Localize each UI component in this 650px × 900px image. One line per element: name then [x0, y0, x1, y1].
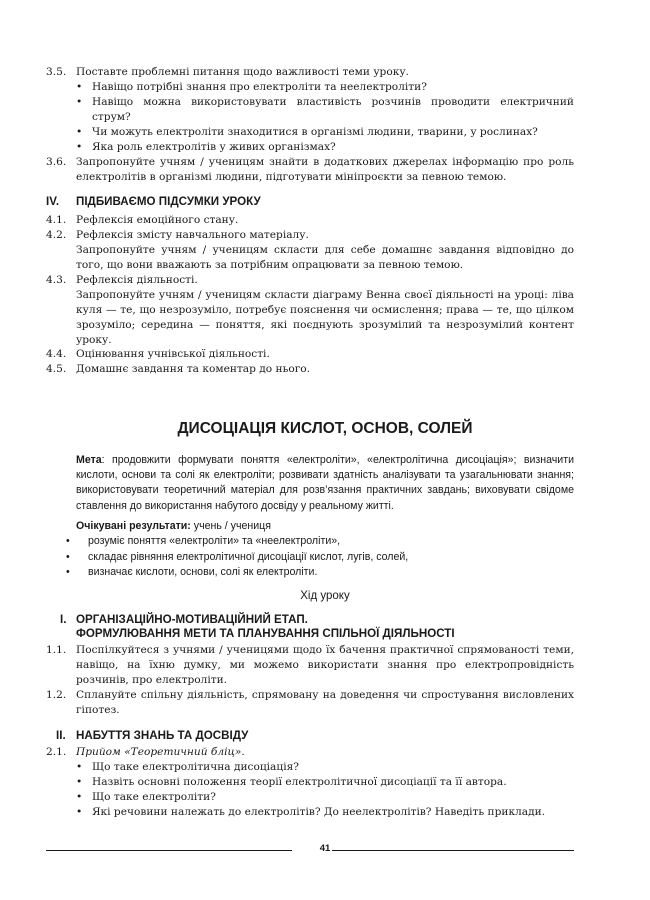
item-subtext: Запропонуйте учням / ученицям скласти діаграму Венна своєї діяльності на уроці: ліва куля — те, що незрозуміло, потребує пояснення чи осмислення; права — те, що цілком зрозуміло; середина — поняття, які поєднують зрозумілий та незрозумілий контент уроку. [76, 289, 574, 346]
expected-item: • визначає кислоти, основи, солі як електроліти. [76, 565, 574, 580]
item-number: 4.3. [46, 274, 67, 286]
bullet-text: Навіщо потрібні знання про електроліти та неелектроліти? [92, 81, 427, 93]
bullet-text: Яка роль електролітів у живих організмах? [92, 141, 336, 153]
heading-title: НАБУТТЯ ЗНАНЬ ТА ДОСВІДУ [76, 729, 249, 742]
item-1-2 [46, 688, 574, 718]
footer-rule-right [332, 850, 574, 851]
bullet-item [46, 95, 574, 125]
heading-number: II. [56, 729, 66, 742]
lesson-course-heading: Хід уроку [300, 590, 350, 602]
bullet-text: Навіщо можна використовувати властивість розчинів проводити електричний струм? [92, 96, 574, 123]
item-4-2 [46, 228, 574, 273]
item-text: Прийом «Теоретичний бліц». [76, 746, 245, 758]
item-number: 1.1. [46, 644, 67, 656]
heading-number: I. [60, 613, 67, 626]
expected-label: Очікувані результати: [76, 520, 191, 532]
bullet-text: Що таке електроліти? [92, 791, 216, 803]
item-number: 3.5. [46, 66, 67, 78]
bullet-text: Що таке електролітична дисоціація? [92, 761, 299, 773]
bullet-item [46, 790, 574, 805]
heading-title-line2: ФОРМУЛЮВАННЯ МЕТИ ТА ПЛАНУВАННЯ СПІЛЬНОЇ ДІЯЛЬНОСТІ [76, 627, 455, 640]
bullet-item [46, 125, 574, 140]
item-number: 4.5. [46, 363, 67, 375]
expected-results [76, 519, 574, 581]
bullet-item [46, 805, 574, 820]
item-text: Домашнє завдання та коментар до нього. [76, 363, 311, 375]
item-text: Оцінювання учнівської діяльності. [76, 348, 270, 360]
item-number: 2.1. [46, 746, 67, 758]
section-heading-4 [46, 195, 574, 209]
bullet-item [46, 760, 574, 775]
item-3-6 [46, 155, 574, 185]
item-number: 4.4. [46, 348, 67, 360]
expected-item: • складає рівняння електролітичної дисоціації кислот, лугів, солей, [76, 550, 574, 565]
item-4-4 [46, 347, 574, 362]
bullet-text: Чи можуть електроліти знаходитися в організмі людини, тварини, у рослинах? [92, 126, 538, 138]
item-4-1 [46, 213, 574, 228]
item-text: Поставте проблемні питання щодо важливості теми уроку. [76, 66, 409, 78]
heading-title-line1: ОРГАНІЗАЦІЙНО-МОТИВАЦІЙНИЙ ЕТАП. [76, 613, 308, 626]
item-text: Рефлексія змісту навчального матеріалу. [76, 229, 309, 241]
bullet-item [46, 775, 574, 790]
item-text: Поспілкуйтеся з учнями / ученицями щодо їх бачення практичної спрямованості теми, навіщо, на їхню думку, ми можемо використати знання про електропровідність розчинів, про електроліти. [76, 644, 574, 686]
page-number: 41 [319, 843, 331, 854]
section-heading-2 [46, 729, 574, 743]
item-text: Рефлексія діяльності. [76, 274, 198, 286]
bullet-item [46, 80, 574, 95]
item-text: Рефлексія емоційного стану. [76, 214, 239, 226]
bullet-text: Назвіть основні положення теорії електролітичної дисоціації та її автора. [92, 776, 507, 788]
goal-text: : продовжити формувати поняття «електроліти», «електролітична дисоціація»; визначити кислоти, основи та солі як електроліти; розвивати здатність аналізувати та узагальнювати знання; використовувати теоретичний матеріал для розв’язання практичних завдань; виховувати свідоме ставлення до використання набутого досвіду у реальному житті. [76, 454, 574, 512]
section-heading-1 [46, 613, 574, 641]
lesson-title: ДИСОЦІАЦІЯ КИСЛОТ, ОСНОВ, СОЛЕЙ [177, 420, 473, 437]
item-1-1 [46, 643, 574, 688]
item-2-1 [46, 745, 574, 820]
item-number: 1.2. [46, 689, 67, 701]
item-text: Сплануйте спільну діяльність, спрямовану на доведення чи спростування висловлених гіпотез. [76, 689, 574, 716]
item-4-5 [46, 362, 574, 377]
lesson-goal [76, 453, 574, 514]
bullet-item [46, 140, 574, 155]
item-number: 3.6. [46, 156, 67, 168]
goal-label: Мета [76, 454, 102, 466]
item-text: Запропонуйте учням / ученицям знайти в додаткових джерелах інформацію про роль електролітів в організмі людини, підготувати мініпроєкти за певною темою. [76, 156, 574, 183]
item-number: 4.2. [46, 229, 67, 241]
bullet-text: Які речовини належать до електролітів? До неелектролітів? Наведіть приклади. [92, 806, 546, 818]
item-4-3 [46, 273, 574, 348]
expected-item: • розуміє поняття «електроліти» та «неелектроліти», [76, 534, 574, 549]
expected-text: учень / учениця [190, 520, 271, 532]
item-subtext: Запропонуйте учням / ученицям скласти для себе домашнє завдання відповідно до того, що вони вважають за потрібним опрацювати за певною темою. [76, 244, 574, 271]
item-3-5 [46, 65, 574, 155]
item-number: 4.1. [46, 214, 67, 226]
heading-number: IV. [46, 195, 60, 208]
heading-title: ПІДБИВАЄМО ПІДСУМКИ УРОКУ [76, 195, 261, 208]
expected-heading [76, 519, 574, 534]
